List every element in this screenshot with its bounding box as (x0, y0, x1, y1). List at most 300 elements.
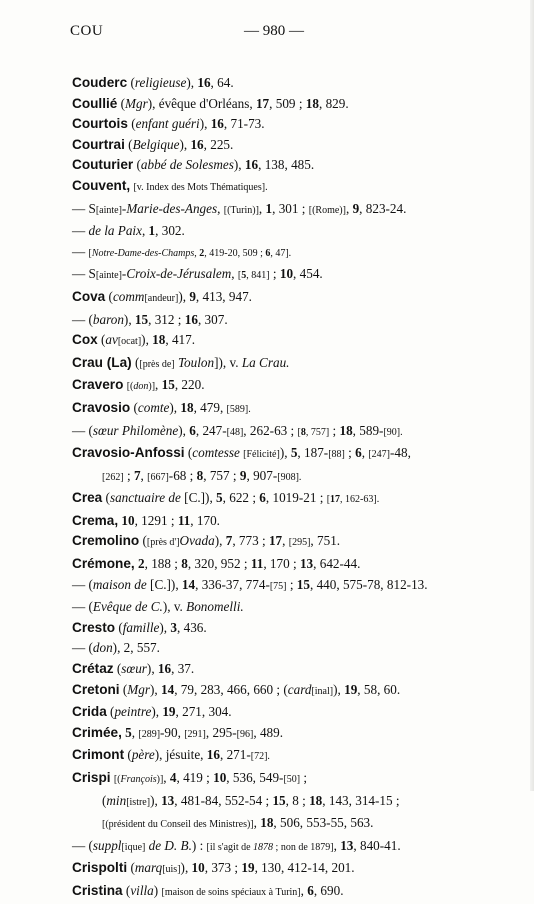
entry-text: ), (279, 445, 291, 461)
entry-text: ), évêque d'Orléans, (147, 95, 256, 111)
entry-text: comte (137, 399, 170, 415)
index-entry (72, 155, 522, 176)
entry-text: ), jésuite, (154, 747, 207, 763)
index-entry (72, 287, 522, 310)
entry-text: ), (123, 311, 135, 327)
entry-text: ) : (191, 837, 207, 853)
entry-text: 13 (161, 792, 175, 808)
index-entry (72, 488, 522, 511)
entry-text: 15 (134, 311, 149, 327)
entry-headword: Crimée, (72, 724, 122, 740)
index-entry (72, 466, 522, 489)
entry-text: — S (72, 200, 96, 216)
entry-text: [75] (269, 580, 287, 592)
entry-text: [Félicité] (243, 449, 280, 461)
entry-text: , (131, 724, 139, 740)
entry-text: , 262-63 ; (243, 422, 298, 438)
entry-text: Ovada (179, 533, 215, 549)
entry-text: 18 (152, 332, 166, 348)
entry-text: min (106, 792, 127, 808)
entry-text: , (231, 266, 238, 282)
index-entry (72, 242, 522, 265)
entry-text: Belgique (132, 136, 180, 152)
entry-text: 13 (299, 556, 314, 572)
entry-text: — ( (72, 640, 93, 656)
entry-text: , 225. (203, 136, 234, 152)
entry-text: ), (159, 619, 171, 635)
entry-headword: Crida (72, 704, 107, 720)
entry-text: )] (156, 774, 164, 785)
entry-text: 9 (189, 288, 196, 304)
entry-text: , (333, 837, 341, 853)
entry-text: [ (297, 426, 301, 438)
entry-text: ), (146, 661, 158, 677)
index-entry (72, 221, 522, 242)
entry-text: , 413, 947. (195, 288, 252, 304)
entry-headword: Cravero (72, 377, 124, 393)
entry-text: -Marie-des-Anges (121, 200, 218, 216)
entry-text: 15 (296, 576, 310, 592)
entry-text: , (217, 200, 224, 216)
entry-text: enfant guéri (135, 116, 200, 132)
entry-text: , 64. (210, 75, 234, 90)
entry-text: 17 (330, 494, 341, 506)
entry-text: [(Rome)] (308, 204, 346, 216)
entry-headword: Cremolino (72, 533, 140, 549)
entry-text: , (282, 533, 289, 549)
entry-text: , 1291 ; (134, 512, 178, 528)
entry-text: ( (130, 399, 138, 415)
entry-headword: Crispi (72, 770, 111, 785)
entry-text: , 187- (297, 445, 329, 461)
entry-text: , 823-24. (359, 200, 407, 216)
entry-text: , 271, 304. (175, 704, 232, 720)
entry-text: 19 (162, 704, 176, 720)
entry-text: 16 (190, 136, 204, 152)
entry-text: Mgr (127, 681, 150, 697)
entry-text: — ( (72, 422, 93, 438)
entry-text: 8 (181, 556, 188, 572)
entry-text: , 320, 952 ; (187, 556, 251, 572)
entry-text: [maison de soins spéciaux à Turin] (161, 886, 301, 898)
entry-text: av (105, 332, 118, 348)
entry-text: 6 (189, 422, 196, 438)
entry-text: , 188 ; (144, 556, 182, 572)
entry-text: maison de (92, 576, 147, 592)
entry-text: , 295- (205, 724, 237, 740)
entry-headword: Crispolti (72, 860, 128, 876)
entry-text: 6 (355, 445, 362, 461)
entry-text: [istre] (126, 796, 151, 808)
entry-headword: Couturier (72, 157, 134, 173)
entry-text: ), (186, 75, 198, 90)
entry-text: ( (102, 490, 110, 506)
entry-headword: Crema, (72, 512, 119, 528)
entry-text: , 1019-21 ; (265, 490, 327, 506)
entry-text: [( (126, 381, 134, 393)
entry-headword: Cristina (72, 882, 123, 898)
entry-text: 14 (181, 576, 196, 592)
index-entry (72, 836, 522, 859)
entry-text: ), (169, 399, 181, 415)
entry-text: ( (127, 116, 136, 132)
entry-text: [il s'agit de (206, 841, 254, 853)
entry-text: ( (124, 136, 133, 152)
entry-text: , 829. (318, 95, 349, 111)
entry-text: , (163, 770, 170, 785)
entry-text: 6 (265, 247, 271, 259)
entry-text: François (120, 774, 157, 785)
entry-text: , 440, 575-78, 812-13. (309, 576, 428, 592)
entry-text: 16 (184, 311, 198, 327)
entry-text: abbé de Solesmes (140, 157, 234, 173)
entry-text: , 130, 412-14, 201. (254, 860, 355, 876)
index-entry (72, 94, 522, 115)
entry-text: )] (148, 381, 156, 393)
entry-text: 16 (206, 747, 220, 763)
index-entry (72, 881, 522, 904)
entry-text: , 757 ; (203, 467, 240, 483)
entry-text: , 301 ; (272, 200, 309, 216)
entry-text: ), 2, 557. (112, 640, 160, 656)
entry-text: [C.]), (146, 576, 182, 592)
entry-text: , (258, 200, 266, 216)
entry-text: [près de] (139, 358, 175, 370)
entry-text: ), (150, 681, 161, 697)
entry-text: , 489. (253, 724, 284, 740)
index-entries (72, 73, 522, 904)
entry-text: [andeur] (144, 292, 179, 304)
entry-text: ; (300, 770, 308, 785)
page-number: — 980 — (244, 23, 304, 39)
entry-text: Toulon (177, 354, 215, 370)
entry-text: 14 (161, 681, 175, 697)
entry-text: , 312 ; (148, 311, 185, 327)
entry-text: , 642-44. (313, 556, 361, 572)
index-entry (72, 199, 522, 222)
index-entry (72, 73, 522, 94)
index-entry (72, 813, 522, 836)
entry-text: ), (150, 792, 162, 808)
index-entry (72, 330, 522, 353)
entry-text: Bonomelli. (186, 599, 244, 615)
entry-text: [88] (328, 449, 345, 461)
entry-text: 5 (216, 490, 223, 506)
index-entry (72, 554, 522, 575)
entry-text: , 307. (197, 311, 228, 327)
entry-headword: Cravosio (72, 399, 131, 415)
index-entry (72, 680, 522, 703)
entry-headword: Cresto (72, 619, 116, 635)
entry-text: 19 (241, 860, 255, 876)
entry-text: 1 (148, 223, 156, 239)
entry-text: — (72, 223, 89, 239)
entry-headword: Coullié (72, 95, 118, 111)
entry-text: ( (122, 882, 131, 898)
entry-text: père (131, 747, 155, 763)
entry-text: ]), v. (214, 354, 242, 370)
index-entry (72, 176, 522, 199)
entry-text: ), v. (162, 599, 187, 615)
entry-text: famille (122, 619, 160, 635)
entry-text: don (133, 381, 149, 393)
entry-text: [50] (283, 774, 301, 785)
entry-text: — ( (72, 599, 93, 615)
entry-text: ( (127, 75, 135, 90)
index-entry (72, 531, 522, 554)
entry-text: ; non de 1879] (273, 841, 334, 853)
entry-text: -90, (160, 724, 185, 740)
entry-text: ), (180, 860, 192, 876)
entry-text: ( (113, 661, 122, 677)
entry-text: , 71-73. (223, 116, 265, 132)
entry-text: ), (179, 136, 191, 152)
index-entry (72, 398, 522, 421)
index-entry (72, 511, 522, 532)
entry-text: suppl (92, 837, 122, 853)
entry-headword: Couvent, (72, 177, 131, 193)
entry-text: 17 (268, 533, 283, 549)
entry-text: 18 (339, 422, 353, 438)
entry-headword: Crétaz (72, 661, 114, 677)
entry-text: , 302. (155, 223, 185, 239)
entry-text: ( (124, 747, 132, 763)
entry-text: ( (117, 95, 126, 111)
entry-text: , 220. (174, 377, 205, 393)
entry-text: baron (92, 311, 124, 327)
entry-text: sanctuaire de (109, 490, 181, 506)
entry-text: de D. B. (148, 837, 192, 853)
index-entry (72, 443, 522, 466)
entry-text: — ( (72, 837, 93, 853)
entry-text: , 690. (313, 882, 344, 898)
index-entry (72, 858, 522, 881)
entry-text: 15 (272, 792, 286, 808)
entry-text: ), (233, 157, 245, 173)
index-entry (72, 768, 522, 791)
entry-text: don (92, 640, 113, 656)
entry-text: ( (106, 704, 115, 720)
entry-text: 4 (169, 770, 177, 785)
entry-text: , 419 ; (176, 770, 214, 785)
entry-text: 18 (309, 792, 323, 808)
entry-text: [667] (147, 471, 169, 483)
index-entry (72, 723, 522, 746)
entry-text: 5 (241, 270, 247, 282)
entry-headword: Crémone, (72, 556, 135, 572)
entry-text: 2 (199, 247, 205, 259)
entry-text: [96] (236, 728, 254, 740)
entry-text: , 506, 553-55, 563. (273, 815, 374, 831)
entry-text: [908]. (277, 471, 302, 483)
entry-text: , (141, 223, 149, 239)
entry-text: de la Paix (88, 223, 142, 239)
index-entry (72, 659, 522, 680)
entry-text: villa (130, 882, 154, 898)
index-entry (72, 114, 522, 135)
entry-text: — S (72, 266, 96, 282)
entry-text: , 751. (310, 533, 341, 549)
entry-text: [uis] (162, 864, 181, 876)
entry-text: , 419-20, 509 ; (204, 247, 266, 259)
entry-text: 7 (133, 467, 141, 483)
page-edge-shadow (530, 0, 534, 791)
entry-text: ), (214, 533, 226, 549)
entry-text: , 47]. (270, 247, 292, 259)
entry-text: 10 (279, 266, 294, 282)
entry-text: [90]. (383, 426, 403, 438)
entry-text: 16 (210, 116, 224, 132)
entry-text: [ (237, 270, 242, 282)
entry-text: , 373 ; (204, 860, 242, 876)
entry-text: [ainte] (95, 204, 122, 216)
entry-text: 16 (197, 75, 211, 90)
entry-text: , 841] (246, 270, 270, 282)
entry-text: 9 (352, 200, 360, 216)
entry-text: -Croix-de-Jérusalem (121, 266, 232, 282)
entry-text: , 622 ; (222, 490, 260, 506)
entry-text: , 8 ; (285, 792, 310, 808)
entry-text: 13 (340, 837, 354, 853)
entry-text: sœur Philomène (92, 422, 179, 438)
index-entry (72, 597, 522, 618)
entry-text: [ (326, 494, 331, 506)
index-entry (72, 702, 522, 723)
entry-text: 17 (255, 95, 270, 111)
entry-text: 16 (157, 661, 172, 677)
index-entry (72, 745, 522, 768)
entry-text: , 271- (219, 747, 251, 763)
entry-text: 6 (307, 882, 314, 898)
entry-text: ; (286, 576, 297, 592)
entry-text: comm (112, 288, 145, 304)
entry-text: 8 (196, 467, 204, 483)
entry-text: [48] (226, 426, 244, 438)
index-entry (72, 135, 522, 156)
entry-text: [ainte] (95, 270, 122, 282)
entry-text: ), (151, 704, 163, 720)
entry-text: , (194, 247, 200, 259)
entry-text: sœur (121, 661, 147, 677)
running-head: COU (70, 23, 104, 39)
entry-text: ), (199, 116, 211, 132)
index-entry (72, 375, 522, 398)
entry-text: 15 (161, 377, 175, 393)
entry-text: 1878 (253, 841, 274, 853)
entry-text: 18 (180, 399, 194, 415)
entry-text: 10 (121, 512, 135, 528)
entry-text: , 773 ; (232, 533, 269, 549)
entry-text: [ique] (121, 841, 146, 853)
entry-text: -68 ; (168, 467, 197, 483)
entry-text: ( (105, 288, 113, 304)
entry-text: , 479, (193, 399, 227, 415)
index-entry (72, 618, 522, 639)
entry-text: ), (333, 681, 345, 697)
index-entry (72, 310, 522, 331)
entry-text: , 436. (177, 619, 207, 635)
entry-text: -48, (389, 445, 411, 461)
entry-text: , (155, 377, 162, 393)
entry-text: ( (97, 332, 106, 348)
entry-text: [C.]), (180, 490, 217, 506)
entry-text: , 79, 283, 466, 660 ; ( (174, 681, 288, 697)
entry-text: ( (133, 157, 141, 173)
entry-text: [ocat] (117, 336, 142, 348)
entry-text: card (287, 681, 312, 697)
entry-text: , 840-41. (353, 837, 401, 853)
entry-headword: Crimont (72, 747, 125, 763)
entry-text: 10 (191, 860, 205, 876)
entry-text: , 138, 485. (258, 157, 315, 173)
entry-text: 16 (244, 157, 259, 173)
entry-text: [289] (138, 728, 161, 740)
entry-text: , 481-84, 552-54 ; (174, 792, 273, 808)
entry-text: , 170 ; (263, 556, 300, 572)
entry-text: , (253, 815, 261, 831)
index-entry (72, 353, 522, 376)
index-entry (72, 791, 522, 814)
entry-text: Mgr (125, 95, 148, 111)
entry-text: 5 (290, 445, 298, 461)
entry-text: religieuse (134, 75, 187, 90)
entry-text: , 247- (195, 422, 227, 438)
entry-text: La Crau. (241, 354, 290, 370)
entry-text: [295] (288, 537, 311, 549)
entry-text: 7 (225, 533, 233, 549)
entry-text: 9 (239, 467, 247, 483)
entry-text: 10 (213, 770, 227, 785)
entry-text: , 509 ; (269, 95, 306, 111)
entry-text: 11 (250, 556, 264, 572)
entry-headword: Cox (72, 332, 98, 348)
entry-text: ( (127, 860, 135, 876)
entry-text: [291] (184, 728, 206, 740)
entry-text: 8 (300, 426, 306, 438)
entry-text: ; (269, 266, 280, 282)
entry-text: ), (178, 422, 190, 438)
entry-text: 2 (138, 556, 145, 572)
entry-text: , (140, 467, 148, 483)
entry-text: ; (329, 422, 340, 438)
entry-text: ) (153, 882, 162, 898)
entry-text: , 536, 549- (226, 770, 284, 785)
entry-text: [262] (102, 471, 124, 483)
entry-headword: Cova (72, 288, 106, 304)
entry-text: [247] (368, 449, 390, 461)
entry-text: , (361, 445, 369, 461)
entry-text: 18 (305, 95, 319, 111)
entry-text: , 37. (171, 661, 195, 677)
entry-text: , 143, 314-15 ; (322, 792, 400, 808)
index-entry (72, 638, 522, 659)
entry-text: 18 (260, 815, 274, 831)
entry-text: ( (139, 533, 147, 549)
entry-text: , 58, 60. (357, 681, 401, 697)
entry-text: ; (123, 467, 134, 483)
entry-text: , (345, 200, 353, 216)
entry-text: , 417. (165, 332, 196, 348)
entry-text: [v. Index des Mots Thématiques]. (133, 181, 268, 193)
entry-text: — ( (72, 311, 93, 327)
entry-headword: Couderc (72, 75, 128, 90)
entry-text: [72]. (250, 751, 270, 763)
entry-text: — ( (72, 576, 93, 592)
entry-text: Evêque de C. (92, 599, 163, 615)
entry-text: , 454. (293, 266, 323, 282)
entry-text: ( (115, 619, 123, 635)
entry-text: marq (134, 860, 163, 876)
